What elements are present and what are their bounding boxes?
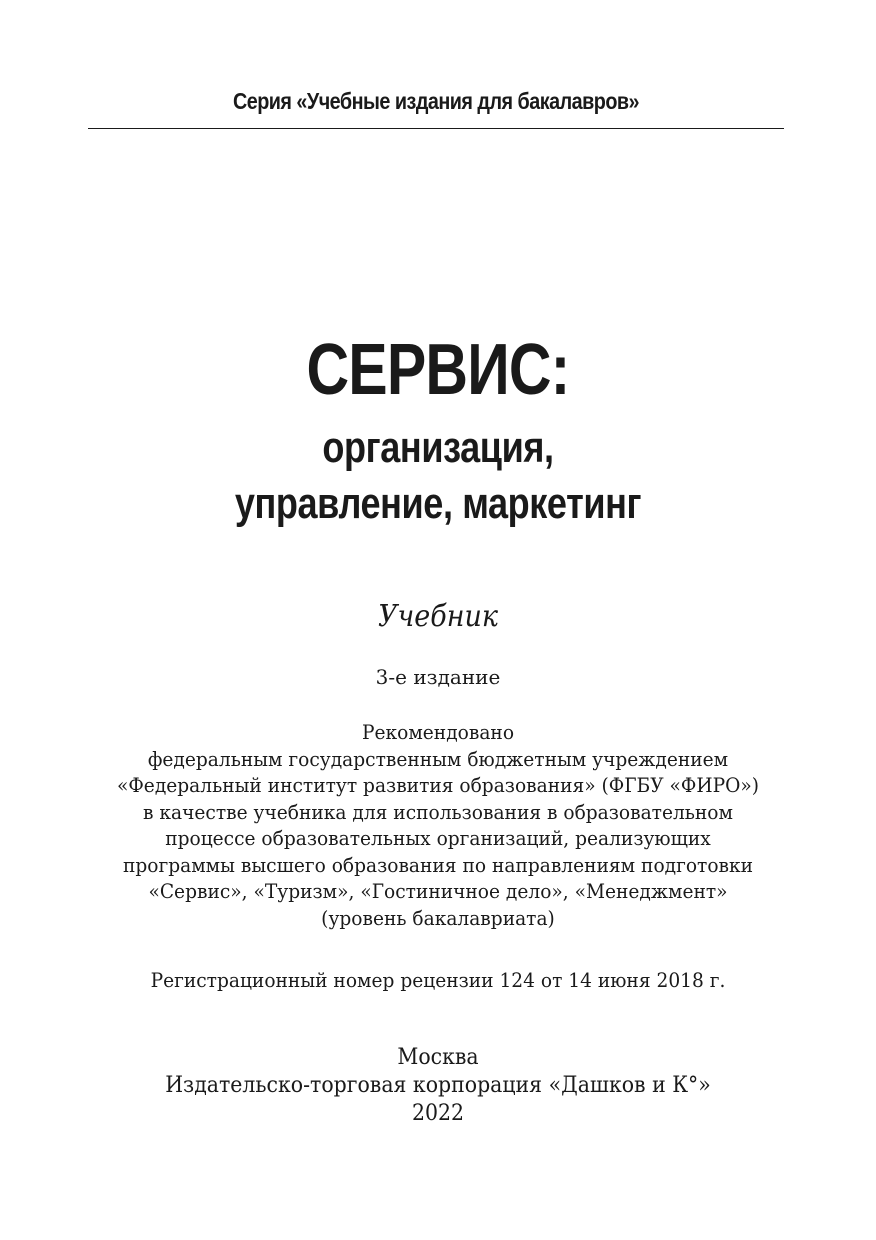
recommendation-line: федеральным государственным бюджетным учреждением	[147, 746, 729, 771]
recommendation-line: программы высшего образования по направлениям подготовки	[122, 852, 754, 877]
recommendation-line: «Федеральный институт развития образования» (ФГБУ «ФИРО»)	[116, 773, 759, 797]
imprint-publisher: Издательско-торговая корпорация «Дашков и К°»	[165, 1073, 711, 1098]
book-title-subtitle	[79, 420, 797, 532]
header-rule	[88, 128, 784, 129]
recommendation-line: (уровень бакалавриата)	[321, 905, 555, 930]
recommendation-line: «Сервис», «Туризм», «Гостиничное дело», «Менеджмент»	[148, 879, 728, 903]
imprint-year: 2022	[411, 1101, 465, 1126]
series-heading: Серия «Учебные издания для бакалавров»	[232, 88, 640, 114]
recommendation-line: процессе образовательных организаций, реализующих	[165, 826, 711, 850]
book-title-main: СЕРВИС:	[306, 330, 570, 410]
recommendation-line: Рекомендовано	[361, 720, 515, 744]
imprint-block	[0, 1044, 876, 1128]
subtitle-line: организация,	[322, 423, 554, 472]
recommendation-line: в качестве учебника для использования в образовательном	[143, 799, 733, 824]
document-type: Учебник	[377, 599, 499, 634]
registration-number: Регистрационный номер рецензии 124 от 14 июня 2018 г.	[150, 968, 726, 992]
edition-label: 3-е издание	[375, 665, 501, 689]
imprint-city: Москва	[397, 1045, 479, 1070]
subtitle-line: управление, маркетинг	[234, 479, 642, 528]
recommendation-block	[0, 719, 876, 931]
